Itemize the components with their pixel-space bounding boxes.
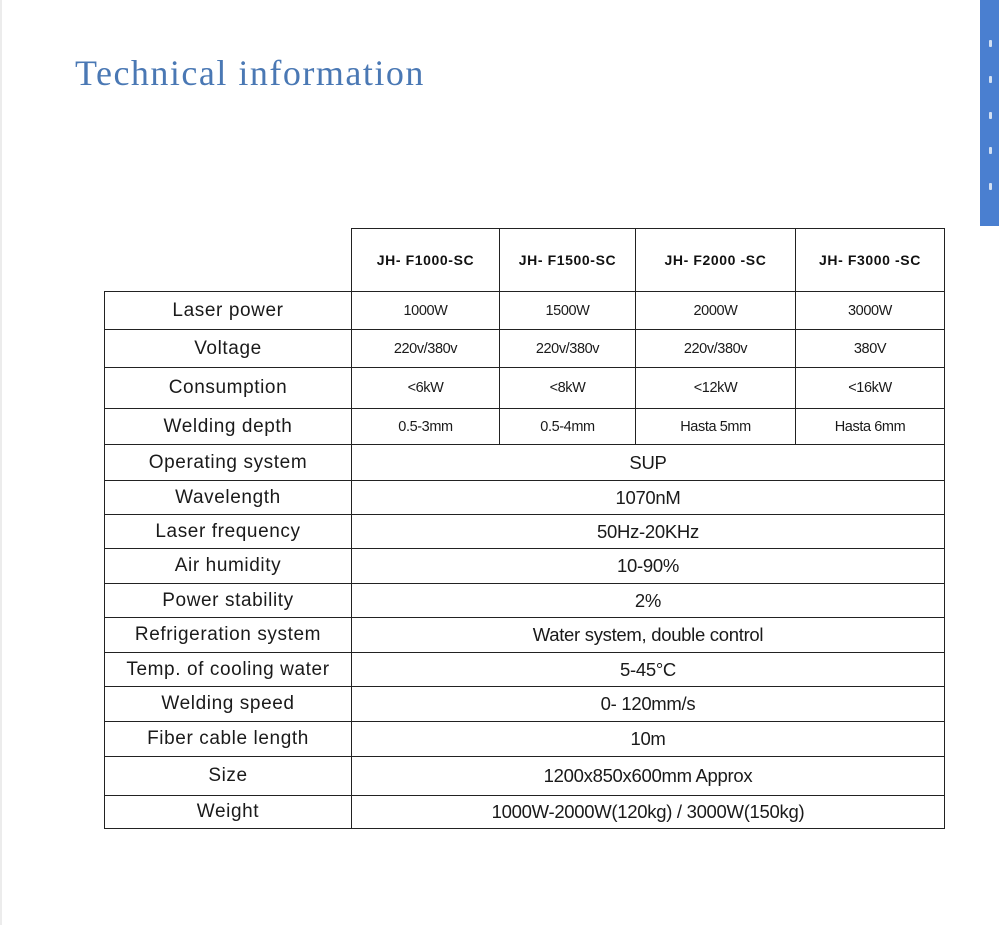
- row-label: Refrigeration system: [105, 618, 352, 653]
- row-label: Operating system: [105, 445, 352, 481]
- shared-value: 10m: [352, 722, 945, 757]
- shared-value: 10-90%: [352, 549, 945, 584]
- table-row: [105, 330, 945, 368]
- table-row: [105, 653, 945, 687]
- cell-value: 1000W: [352, 292, 500, 330]
- shared-value: 5-45°C: [352, 653, 945, 687]
- row-label: Consumption: [105, 368, 352, 409]
- row-label: Size: [105, 757, 352, 796]
- cell-value: <16kW: [796, 368, 945, 409]
- row-label: Laser power: [105, 292, 352, 330]
- row-label: Laser frequency: [105, 515, 352, 549]
- cell-value: <8kW: [500, 368, 636, 409]
- table-row: [105, 549, 945, 584]
- cell-value: Hasta 6mm: [796, 409, 945, 445]
- shared-value: SUP: [352, 445, 945, 481]
- table-row: [105, 796, 945, 829]
- row-label: Welding depth: [105, 409, 352, 445]
- model-header: JH- F2000 -SC: [636, 229, 796, 292]
- side-bookmark-tab[interactable]: [980, 0, 999, 226]
- row-label: Fiber cable length: [105, 722, 352, 757]
- cell-value: 1500W: [500, 292, 636, 330]
- model-header: JH- F1500-SC: [500, 229, 636, 292]
- table-row: [105, 687, 945, 722]
- row-label: Voltage: [105, 330, 352, 368]
- cell-value: <6kW: [352, 368, 500, 409]
- cell-value: 220v/380v: [500, 330, 636, 368]
- row-label: Weight: [105, 796, 352, 829]
- shared-value: 1200x850x600mm Approx: [352, 757, 945, 796]
- table-row: [105, 722, 945, 757]
- table-row: [105, 481, 945, 515]
- page-title: Technical information: [75, 53, 425, 93]
- row-label: Power stability: [105, 584, 352, 618]
- cell-value: <12kW: [636, 368, 796, 409]
- cell-value: 3000W: [796, 292, 945, 330]
- page-edge-line: [0, 0, 2, 925]
- model-header: JH- F1000-SC: [352, 229, 500, 292]
- row-label: Air humidity: [105, 549, 352, 584]
- shared-value: 50Hz-20KHz: [352, 515, 945, 549]
- cell-value: 0.5-4mm: [500, 409, 636, 445]
- table-row: [105, 515, 945, 549]
- table-row: [105, 409, 945, 445]
- spec-table: [104, 228, 945, 829]
- row-label: Temp. of cooling water: [105, 653, 352, 687]
- cell-value: Hasta 5mm: [636, 409, 796, 445]
- tab-marks-icon: [985, 40, 995, 190]
- row-label: Wavelength: [105, 481, 352, 515]
- shared-value: Water system, double control: [352, 618, 945, 653]
- shared-value: 1000W-2000W(120kg) / 3000W(150kg): [352, 796, 945, 829]
- shared-value: 0- 120mm/s: [352, 687, 945, 722]
- cell-value: 220v/380v: [636, 330, 796, 368]
- table-row: [105, 292, 945, 330]
- cell-value: 2000W: [636, 292, 796, 330]
- shared-value: 1070nM: [352, 481, 945, 515]
- table-row: [105, 584, 945, 618]
- cell-value: 380V: [796, 330, 945, 368]
- table-row: [105, 445, 945, 481]
- cell-value: 220v/380v: [352, 330, 500, 368]
- model-header: JH- F3000 -SC: [796, 229, 945, 292]
- table-row: [105, 757, 945, 796]
- table-row: [105, 368, 945, 409]
- header-blank-cell: [105, 229, 352, 292]
- shared-value: 2%: [352, 584, 945, 618]
- row-label: Welding speed: [105, 687, 352, 722]
- table-row: [105, 618, 945, 653]
- cell-value: 0.5-3mm: [352, 409, 500, 445]
- model-header-row: [105, 229, 945, 292]
